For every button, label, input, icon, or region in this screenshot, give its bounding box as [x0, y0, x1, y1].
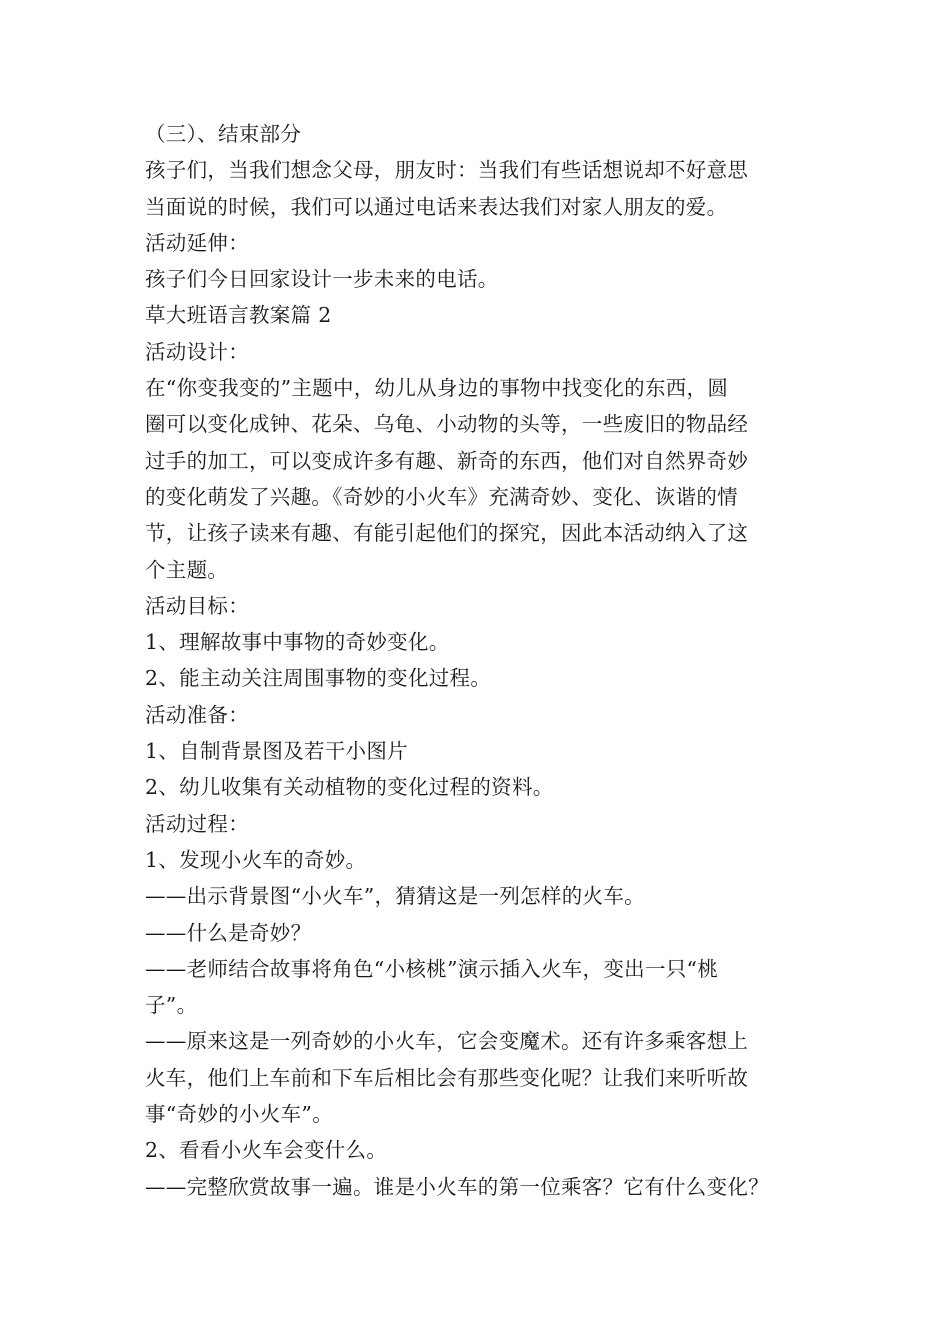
paragraph-line: 过手的加工，可以变成许多有趣、新奇的东西，他们对自然界奇妙: [145, 448, 749, 473]
paragraph-line: 火车，他们上车前和下车后相比会有那些变化呢？让我们来听听故: [145, 1065, 749, 1090]
paragraph-line: ——完整欣赏故事一遍。谁是小火车的第一位乘客？它有什么变化？: [145, 1174, 769, 1199]
paragraph-line: ——原来这是一列奇妙的小火车，它会变魔术。还有许多乘客想上: [145, 1029, 749, 1054]
heading-activity-extension: 活动延伸：: [145, 230, 249, 255]
paragraph-line: ——出示背景图“小火车”，猜猜这是一列怎样的火车。: [145, 884, 645, 909]
paragraph-line: 在“你变我变的”主题中，幼儿从身边的事物中找变化的东西，圆: [145, 376, 729, 401]
list-item: 2、能主动关注周围事物的变化过程。: [145, 666, 492, 691]
paragraph-line: ——老师结合故事将角色“小核桃”演示插入火车，变出一只“桃: [145, 956, 719, 981]
list-item: 1、发现小火车的奇妙。: [145, 847, 367, 872]
paragraph-line: 圈可以变化成钟、花朵、乌龟、小动物的头等，一些废旧的物品经: [145, 412, 749, 437]
paragraph-line: 子”。: [145, 993, 198, 1018]
list-item: 2、看看小火车会变什么。: [145, 1138, 388, 1163]
section-heading-ending: （三）、结束部分: [145, 122, 302, 146]
heading-activity-preparation: 活动准备：: [145, 702, 249, 727]
paragraph-line: ——什么是奇妙？: [145, 920, 312, 945]
list-item: 2、幼儿收集有关动植物的变化过程的资料。: [145, 775, 554, 800]
list-item: 1、理解故事中事物的奇妙变化。: [145, 630, 450, 655]
paragraph-line: 的变化萌发了兴趣。《奇妙的小火车》充满奇妙、变化、诙谐的情: [145, 484, 738, 509]
paragraph-line: 孩子们今日回家设计一步未来的电话。: [145, 267, 499, 292]
lesson-title: 草大班语言教案篇 2: [145, 303, 332, 328]
paragraph-line: 节，让孩子读来有趣、有能引起他们的探究，因此本活动纳入了这: [145, 521, 749, 546]
paragraph-line: 事“奇妙的小火车”。: [145, 1102, 333, 1127]
heading-activity-process: 活动过程：: [145, 811, 249, 836]
heading-activity-design: 活动设计：: [145, 339, 249, 364]
paragraph-line: 孩子们，当我们想念父母，朋友时：当我们有些话想说却不好意思: [145, 158, 749, 183]
paragraph-line: 当面说的时候，我们可以通过电话来表达我们对家人朋友的爱。: [145, 194, 728, 219]
document-body: [145, 116, 825, 1205]
list-item: 1、自制背景图及若干小图片: [145, 739, 408, 764]
heading-activity-goals: 活动目标：: [145, 593, 249, 618]
paragraph-line: 个主题。: [145, 557, 229, 582]
